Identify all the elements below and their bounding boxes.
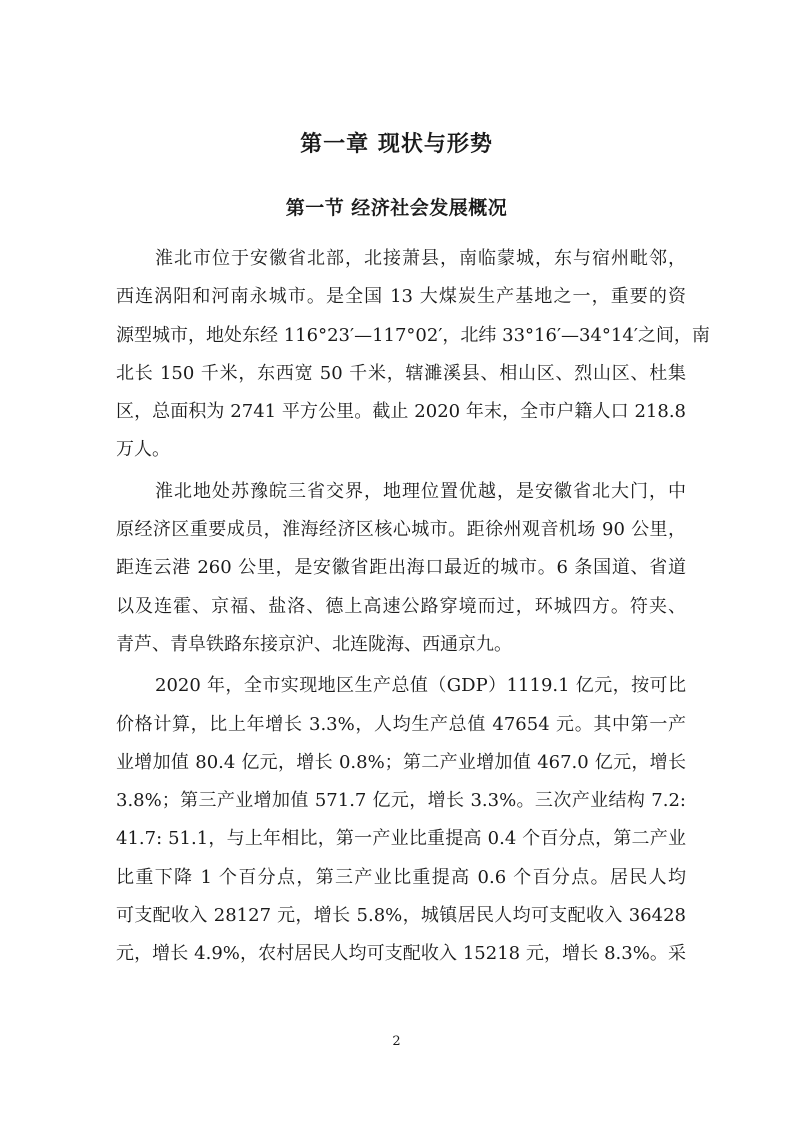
- text-line: 3.8%；第三产业增加值 571.7 亿元，增长 3.3%。三次产业结构 7.2:: [116, 790, 686, 812]
- chapter-title: 第一章 现状与形势: [300, 132, 493, 157]
- text-line: 2020 年，全市实现地区生产总值（GDP）1119.1 亿元，按可比: [155, 675, 686, 697]
- text-line: 业增加值 80.4 亿元，增长 0.8%；第二产业增加值 467.0 亿元，增长: [116, 751, 686, 773]
- paragraph-economy: [116, 667, 686, 973]
- text-line: 青芦、青阜铁路东接京沪、北连陇海、西通京九。: [116, 633, 512, 655]
- text-line: 西连涡阳和河南永城市。是全国 13 大煤炭生产基地之一，重要的资: [116, 286, 686, 308]
- body-text: [116, 240, 710, 977]
- text-line: 区，总面积为 2741 平方公里。截止 2020 年末，全市户籍人口 218.8: [116, 401, 686, 423]
- text-line: 可支配收入 28127 元，增长 5.8%，城镇居民人均可支配收入 36428: [116, 905, 686, 927]
- text-line: 万人。: [116, 439, 170, 461]
- paragraph-location: [116, 240, 710, 470]
- paragraph-transport: [116, 473, 686, 664]
- text-line: 价格计算，比上年增长 3.3%，人均生产总值 47654 元。其中第一产: [116, 713, 686, 735]
- text-line: 原经济区重要成员，淮海经济区核心城市。距徐州观音机场 90 公里，: [116, 519, 686, 541]
- text-line: 北长 150 千米，东西宽 50 千米，辖濉溪县、相山区、烈山区、杜集: [116, 362, 686, 384]
- text-line: 41.7: 51.1，与上年相比，第一产业比重提高 0.4 个百分点，第二产业: [116, 828, 686, 850]
- text-line: 元，增长 4.9%，农村居民人均可支配收入 15218 元，增长 8.3%。采: [116, 943, 686, 965]
- section-title: 第一节 经济社会发展概况: [285, 197, 508, 219]
- text-line: 以及连霍、京福、盐洛、德上高速公路穿境而过，环城四方。符夹、: [116, 595, 686, 617]
- text-line: 淮北市位于安徽省北部，北接萧县，南临蒙城，东与宿州毗邻，: [155, 248, 686, 269]
- text-line: 源型城市，地处东经 116°23′—117°02′，北纬 33°16′—34°14′之间，南: [116, 324, 710, 346]
- text-line: 淮北地处苏豫皖三省交界，地理位置优越，是安徽省北大门，中: [155, 480, 686, 502]
- page-number: 2: [392, 1034, 401, 1049]
- text-line: 比重下降 1 个百分点，第三产业比重提高 0.6 个百分点。居民人均: [116, 866, 686, 888]
- text-line: 距连云港 260 公里，是安徽省距出海口最近的城市。6 条国道、省道: [116, 557, 686, 579]
